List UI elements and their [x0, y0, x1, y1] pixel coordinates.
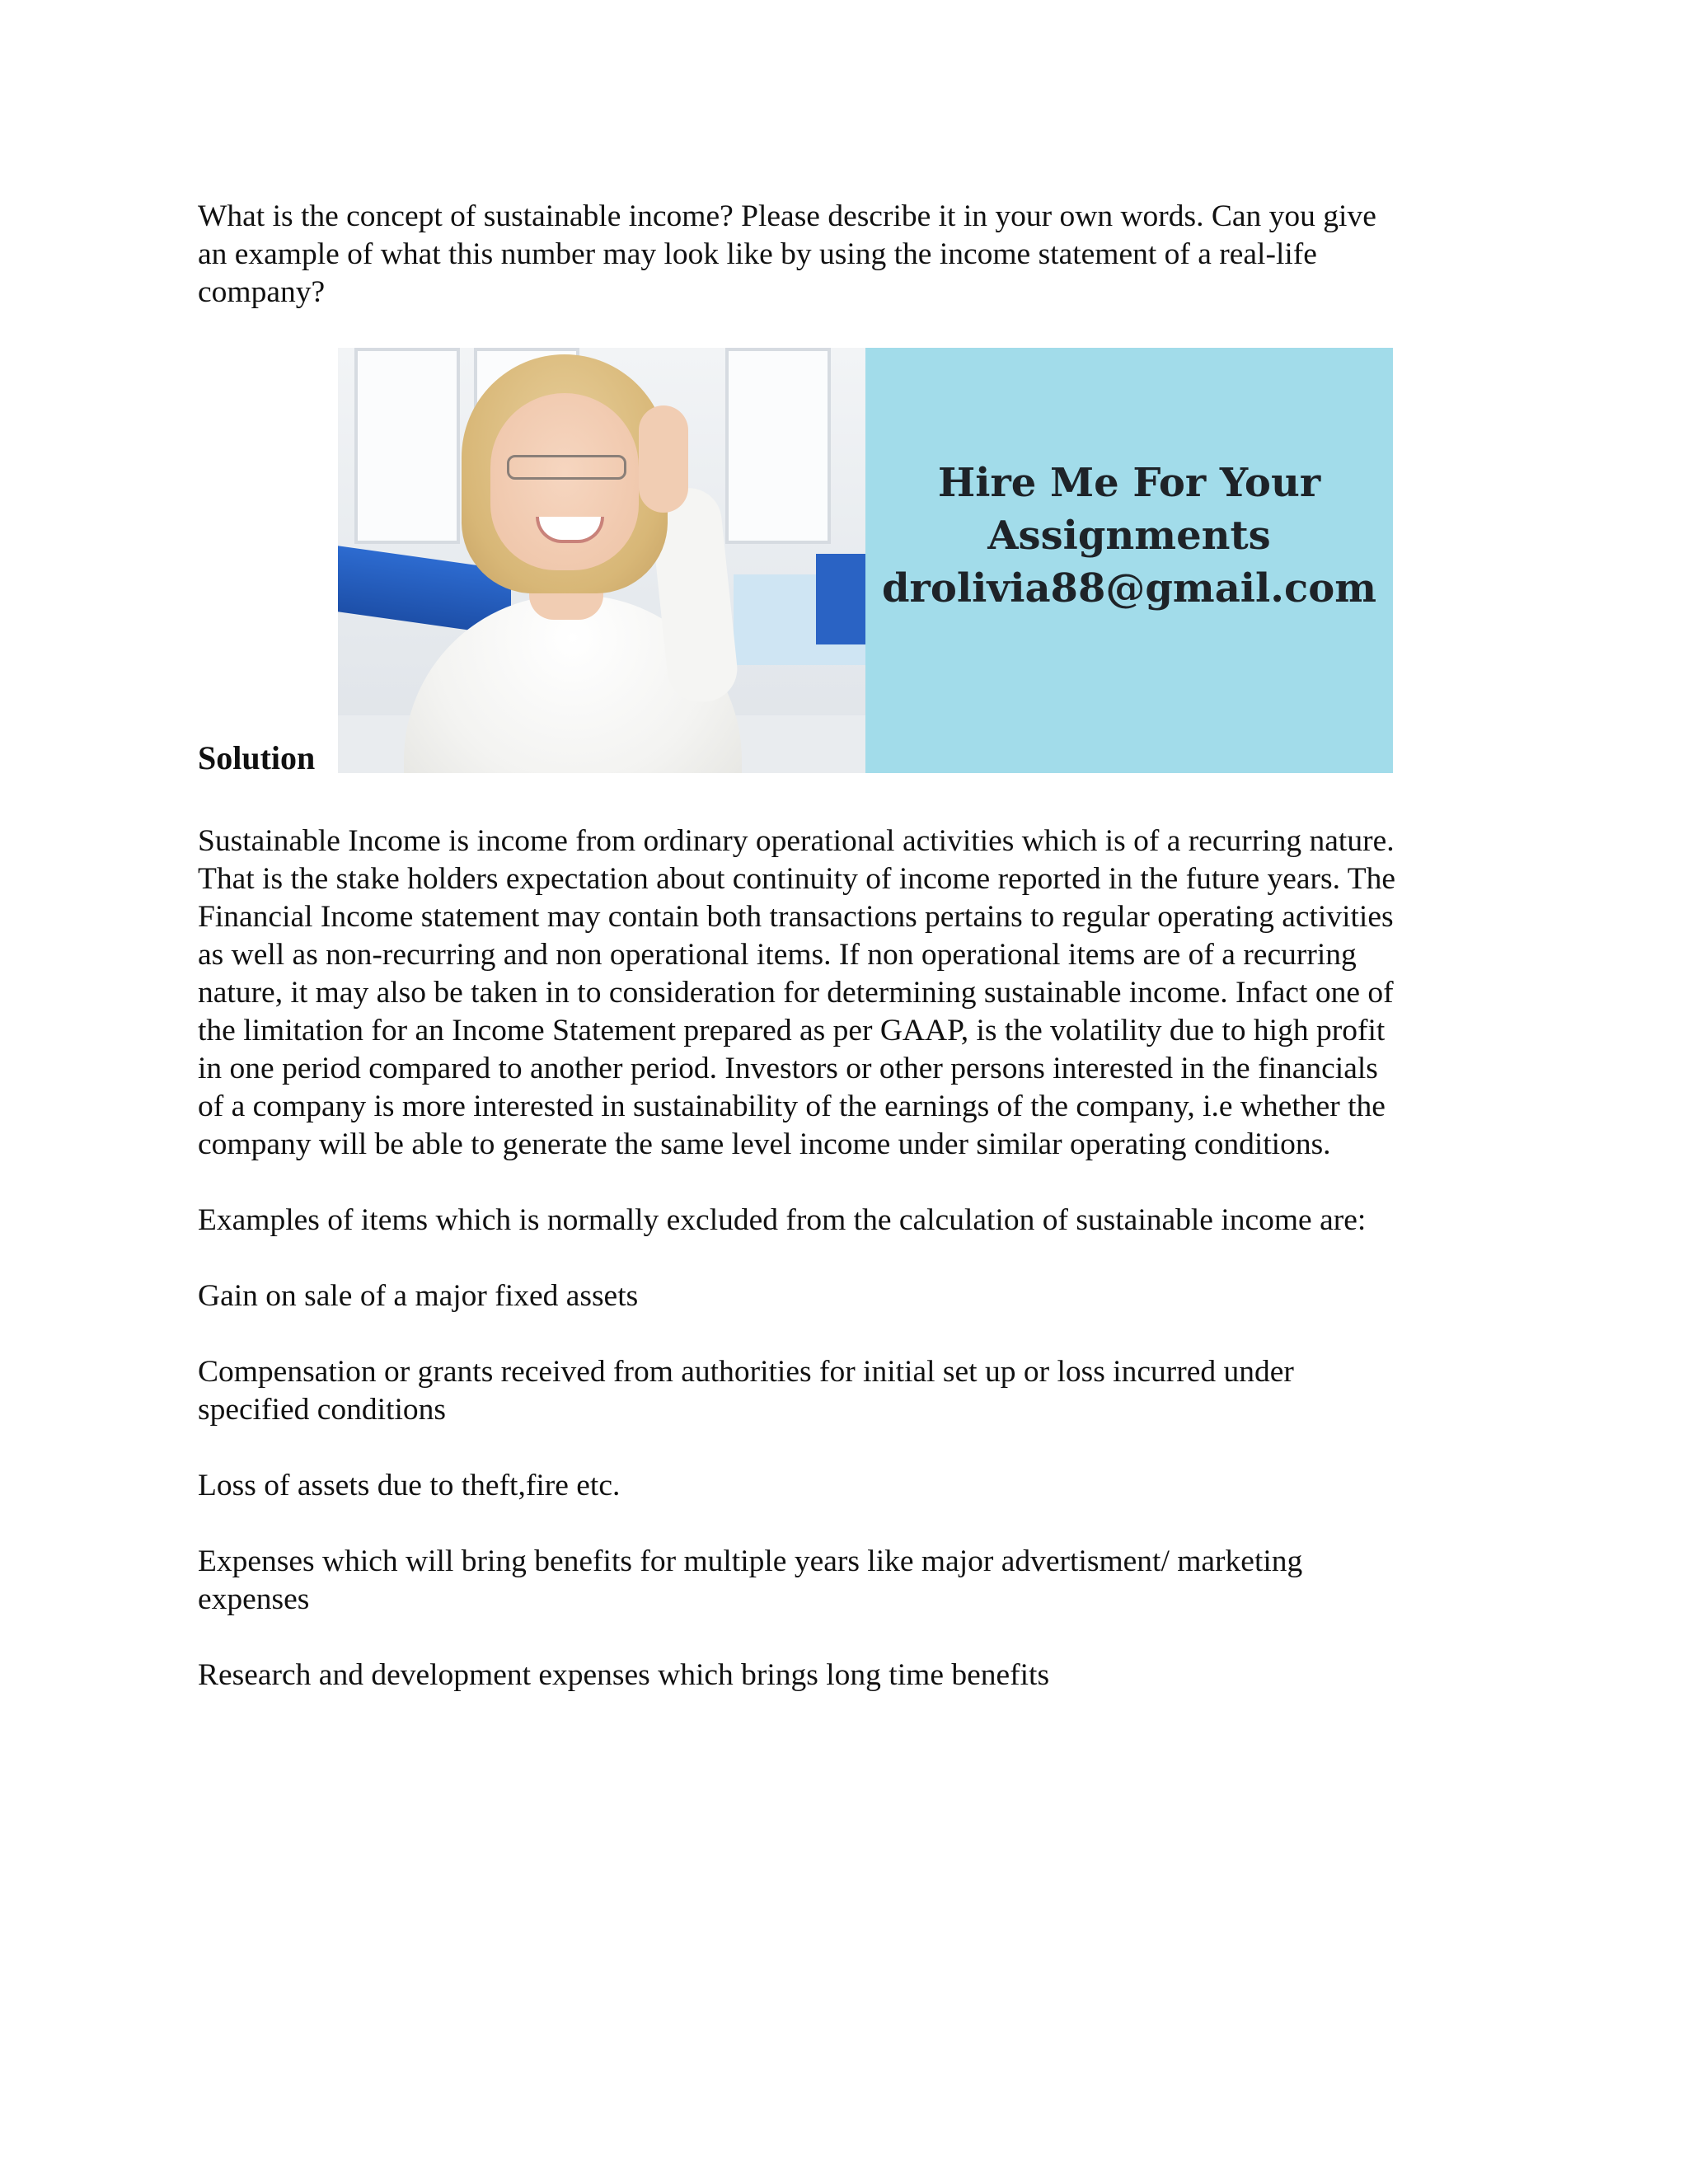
window-decoration [725, 348, 831, 544]
question-line: company? [198, 275, 326, 309]
answer-line: Sustainable Income is income from ordinary operational activities which is of a recurring nature. [198, 824, 1395, 858]
example-item-line: Expenses which will bring benefits for multiple years like major advertisment/ marketing [198, 1544, 1303, 1578]
answer [198, 823, 1500, 1732]
hand-shape [639, 405, 688, 513]
ad-line: Hire Me For Your [937, 460, 1321, 506]
ad-line: Assignments [987, 513, 1271, 559]
question-line: an example of what this number may look like by using the income statement of a real-life [198, 237, 1317, 271]
example-item-line: expenses [198, 1582, 310, 1616]
glasses-shape [507, 455, 626, 480]
example-item: Research and development expenses which brings long time benefits [198, 1658, 1050, 1692]
answer-line: in one period compared to another period. Investors or other persons interested in the financials [198, 1052, 1378, 1085]
face-shape [490, 393, 639, 570]
answer-line: company will be able to generate the same level income under similar operating conditions. [198, 1127, 1331, 1161]
window-decoration [354, 348, 460, 544]
answer-line: That is the stake holders expectation about continuity of income reported in the future years. The [198, 862, 1396, 896]
answer-paragraph [198, 823, 1500, 1164]
ad-text-panel [865, 348, 1393, 773]
answer-line: the limitation for an Income Statement prepared as per GAAP, is the volatility due to high profit [198, 1014, 1386, 1047]
question-line: What is the concept of sustainable income? Please describe it in your own words. Can you give [198, 199, 1376, 233]
example-item-line: Compensation or grants received from authorities for initial set up or loss incurred under [198, 1355, 1294, 1389]
example-item [198, 1543, 1500, 1619]
answer-line: nature, it may also be taken in to consideration for determining sustainable income. Infact one of [198, 976, 1394, 1010]
advertisement-banner [338, 348, 1393, 773]
answer-line: of a company is more interested in sustainability of the earnings of the company, i.e whether the [198, 1090, 1386, 1123]
answer-line: Financial Income statement may contain both transactions pertains to regular operating activities [198, 900, 1394, 934]
question [198, 198, 1500, 312]
solution-heading: Solution [198, 739, 316, 776]
woman-photo [338, 348, 865, 773]
solution-section [198, 348, 1434, 778]
ad-email: drolivia88@gmail.com [881, 565, 1377, 612]
answer-line: as well as non-recurring and non operational items. If non operational items are of a recurring [198, 938, 1357, 972]
example-item [198, 1353, 1500, 1429]
example-item: Loss of assets due to theft,fire etc. [198, 1469, 621, 1502]
examples-intro: Examples of items which is normally excluded from the calculation of sustainable income are: [198, 1203, 1367, 1237]
chair-decoration [816, 554, 865, 644]
example-item-line: specified conditions [198, 1393, 446, 1427]
example-item: Gain on sale of a major fixed assets [198, 1279, 639, 1313]
